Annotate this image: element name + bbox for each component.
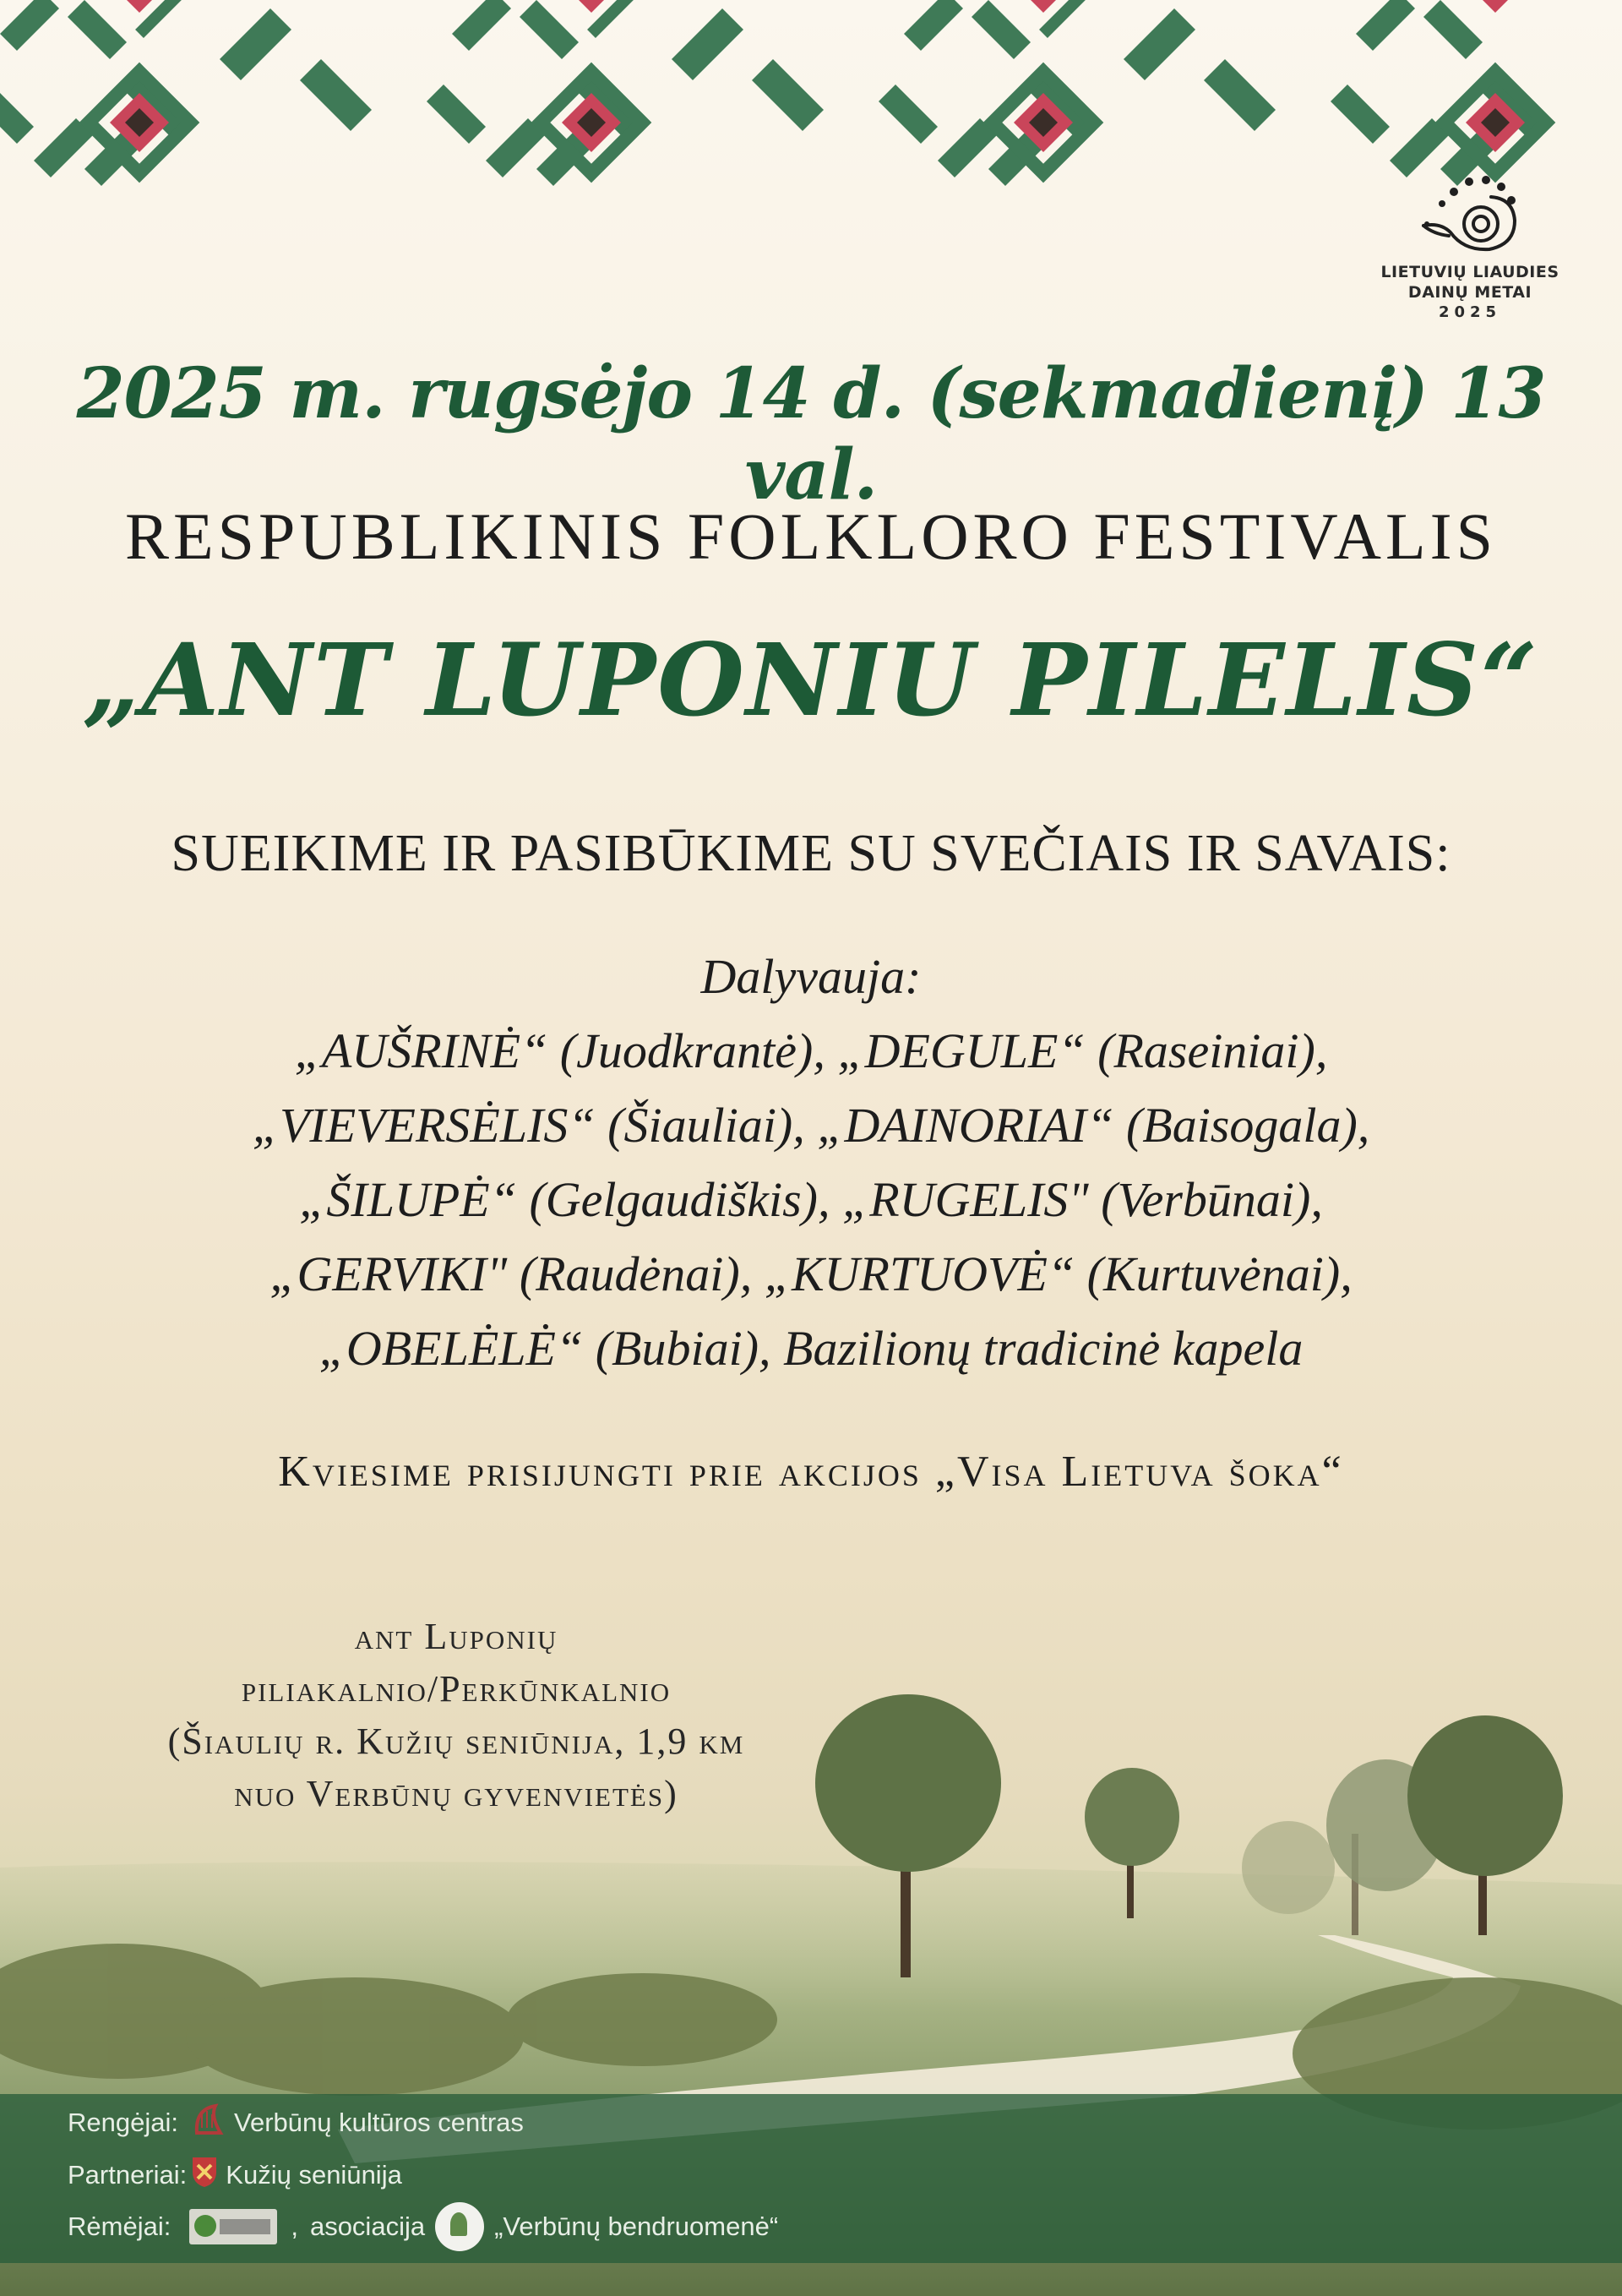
location-line: piliakalnio/Perkūnkalnio <box>241 1668 672 1710</box>
partners-label: Partneriai: <box>68 2160 188 2190</box>
action-invite: Kviesime prisijungti prie akcijos „Visa Lietuva šoka“ <box>278 1448 1344 1496</box>
folk-ornament-border <box>0 0 1622 186</box>
logo-line-1: LIETUVIŲ LIAUDIES <box>1380 263 1559 281</box>
song-year-logo <box>1356 173 1584 323</box>
organizers-value: Verbūnų kultūros centras <box>233 2108 524 2137</box>
festival-title: „ANT LUPONIU PILELIS“ <box>82 621 1540 739</box>
community-tree-logo <box>435 2202 484 2251</box>
sponsors-assoc: asociacija <box>309 2211 426 2241</box>
invite-line: SUEIKIME IR PASIBŪKIME SU SVEČIAIS IR SAVAIS: <box>171 825 1451 882</box>
coat-of-arms-icon <box>190 2155 219 2195</box>
participant-line: „VIEVERSĖLIS“ (Šiauliai), „DAINORIAI“ (Baisogala), <box>252 1098 1370 1153</box>
participant-line: „GERVIKI" (Raudėnai), „KURTUOVĖ“ (Kurtuvėnai), <box>269 1246 1353 1301</box>
sponsors-row <box>68 2202 778 2251</box>
participants-block <box>0 940 1622 1386</box>
logo-line-3: 2025 <box>1438 303 1502 321</box>
sponsors-value: „Verbūnų bendruomenė“ <box>494 2211 779 2241</box>
festival-type: RESPUBLIKINIS FOLKLORO FESTIVALIS <box>124 499 1498 573</box>
participant-line: „ŠILUPĖ“ (Gelgaudiškis), „RUGELIS" (Verbūnai), <box>299 1172 1323 1227</box>
organizers-label: Rengėjai: <box>68 2108 178 2137</box>
sponsors-label: Rėmėjai: <box>68 2211 171 2241</box>
location-line: (Šiaulių r. Kužių seniūnija, 1,9 km <box>167 1721 745 1762</box>
event-date: 2025 m. rugsėjo 14 d. (sekmadienį) 13 val. <box>76 353 1546 515</box>
logo-line-2: DAINŲ METAI <box>1407 283 1532 302</box>
sponsors-separator: , <box>291 2211 298 2241</box>
partners-row <box>68 2155 402 2195</box>
organizers-row <box>68 2101 524 2145</box>
participant-line: „AUŠRINĖ“ (Juodkrantė), „DEGULE“ (Raseiniai), <box>294 1023 1328 1078</box>
participant-line: „OBELĖLĖ“ (Bubiai), Bazilionų tradicinė kapela <box>318 1321 1304 1376</box>
location-line: ant Luponių <box>354 1616 558 1657</box>
partners-value: Kužių seniūnija <box>226 2160 402 2190</box>
participants-heading: Dalyvauja: <box>700 949 922 1004</box>
footer-band <box>0 2094 1622 2263</box>
harp-emblem-icon <box>190 2101 227 2145</box>
location-line: nuo Verbūnų gyvenvietės) <box>234 1773 678 1814</box>
verbunu-zuvininkyste-logo <box>189 2209 277 2244</box>
dove-sun-icon <box>1415 173 1525 262</box>
